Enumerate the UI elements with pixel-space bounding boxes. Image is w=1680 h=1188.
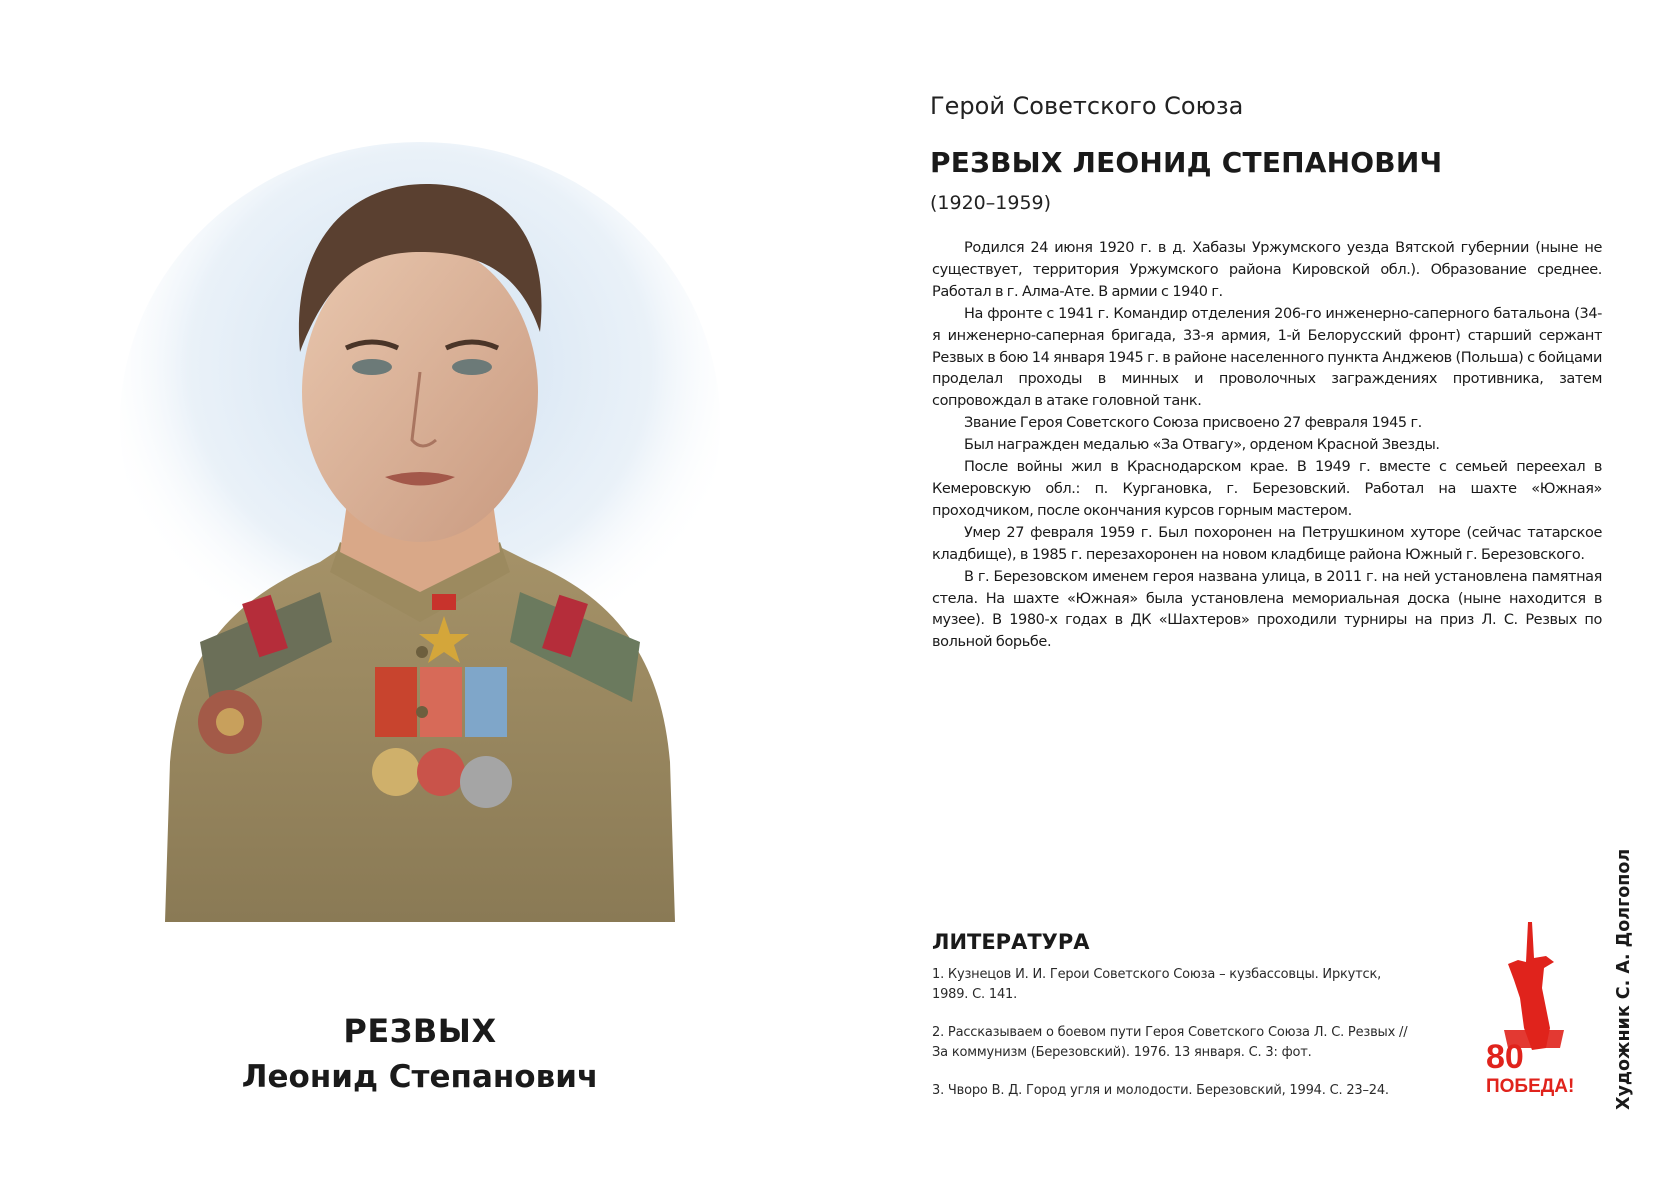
- bio-paragraph: После войны жил в Краснодарском крае. В 1949 г. вместе с семьей переехал в Кемеровскую обл.: п. Кургановка, г. Березовский. Работал на шахте «Южная» проходчиком, после окончания курсов горным мастером.: [932, 459, 1602, 519]
- portrait-illustration: [100, 122, 740, 952]
- hero-life-years: (1920–1959): [930, 192, 1052, 214]
- literature-item: 3. Чворо В. Д. Город угля и молодости. Березовский, 1994. С. 23–24.: [932, 1083, 1389, 1098]
- literature-list: [932, 965, 1410, 1119]
- bio-paragraph: Звание Героя Советского Союза присвоено 27 февраля 1945 г.: [964, 415, 1422, 432]
- victory-80-logo: [1484, 918, 1584, 1104]
- medal-3: [460, 756, 512, 808]
- right-eye: [452, 359, 492, 375]
- artist-credit: Художник С. А. Долгопол: [1614, 848, 1634, 1110]
- bio-paragraph: Был награжден медалью «За Отвагу», орденом Красной Звезды.: [964, 437, 1440, 454]
- logo-word: ПОБЕДА!: [1486, 1076, 1575, 1097]
- literature-item: 1. Кузнецов И. И. Герои Советского Союза – кузбассовцы. Иркутск, 1989. С. 141.: [932, 967, 1382, 1002]
- hero-star-ribbon: [432, 594, 456, 610]
- caption-surname: РЕЗВЫХ: [343, 1012, 497, 1050]
- bio-paragraph: На фронте с 1941 г. Командир отделения 206-го инженерно-саперного батальона (34-я инженерно-саперная бригада, 33-я армия, 1-й Белорусский фронт) старший сержант Резвых в бою 14 января 1945 г. в районе населенного пункта Анджеюв (Польша) с бойцами проделал проходы в минных и проволочных заграждениях противника, затем сопровождал в атаке головной танк.: [932, 305, 1602, 410]
- face: [302, 242, 538, 542]
- logo-number: 80: [1486, 1038, 1524, 1076]
- bio-paragraph: Умер 27 февраля 1959 г. Был похоронен на Петрушкином хуторе (сейчас татарское кладбище), в 1985 г. перезахоронен на новом кладбище района Южный г. Березовского.: [932, 524, 1602, 563]
- medal-ribbon-1: [375, 667, 417, 737]
- portrait-caption: [100, 1008, 740, 1100]
- medal-2: [417, 748, 465, 796]
- literature-heading: ЛИТЕРАТУРА: [932, 930, 1090, 954]
- literature-item: 2. Рассказываем о боевом пути Героя Советского Союза Л. С. Резвых // За коммунизм (Березовский). 1976. 13 января. С. 3: фот.: [932, 1025, 1408, 1060]
- bio-paragraph: В г. Березовском именем героя названа улица, в 2011 г. на ней установлена памятная стела. На шахте «Южная» была установлена мемориальная доска (ныне находится в музее). В 1980-х годах в ДК «Шахтеров» проходили турниры на приз Л. С. Резвых по вольной борьбе.: [932, 568, 1602, 651]
- biography-text: [932, 238, 1602, 654]
- medal-1: [372, 748, 420, 796]
- hero-title-subtitle: Герой Советского Союза: [930, 92, 1244, 120]
- medal-ribbon-3: [465, 667, 507, 737]
- bio-paragraph: Родился 24 июня 1920 г. в д. Хабазы Уржумского уезда Вятской губернии (ныне не существует, территория Уржумского района Кировской обл.). Образование среднее. Работал в г. Алма-Ате. В армии с 1940 г.: [932, 240, 1602, 300]
- left-eye: [352, 359, 392, 375]
- hero-full-name: РЕЗВЫХ ЛЕОНИД СТЕПАНОВИЧ: [930, 146, 1443, 179]
- caption-given-names: Леонид Степанович: [241, 1059, 599, 1095]
- medal-ribbon-2: [420, 667, 462, 737]
